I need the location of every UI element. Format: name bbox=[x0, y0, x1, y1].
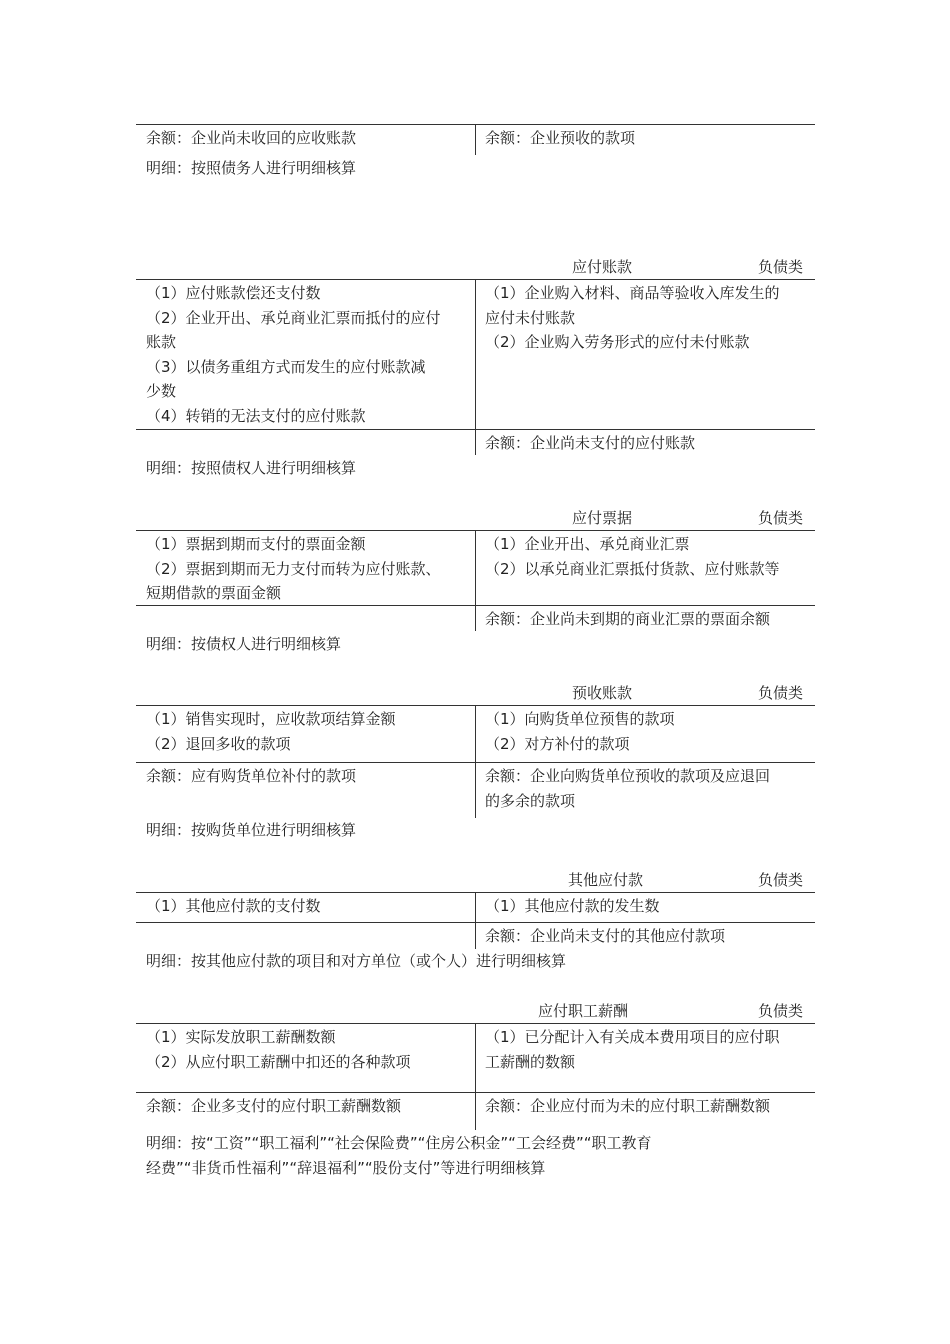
credit-entries bbox=[485, 532, 810, 581]
right-balance: 余额：企业尚未支付的应付账款 bbox=[485, 434, 696, 452]
debit-entries bbox=[146, 1025, 471, 1074]
debit-entry: （2）从应付职工薪酬中扣还的各种款项 bbox=[146, 1052, 411, 1071]
detail-note-line: 明细：按“工资”“职工福利”“社会保险费”“住房公积金”“工会经费”“职工教育 bbox=[146, 1134, 652, 1152]
balance-line bbox=[136, 762, 815, 763]
left-balance: 余额：应有购货单位补付的款项 bbox=[146, 767, 357, 785]
balance-line bbox=[136, 605, 815, 606]
credit-entries bbox=[485, 894, 810, 919]
account-title: 应付职工薪酬 bbox=[538, 1002, 629, 1020]
balance-line bbox=[136, 922, 815, 923]
debit-entry: （1）其他应付款的支付数 bbox=[146, 897, 321, 915]
right-balance: 余额：企业预收的款项 bbox=[485, 129, 636, 147]
credit-entry: （1）企业开出、承兑商业汇票 bbox=[485, 535, 690, 553]
debit-entry: （3）以债务重组方式而发生的应付账款减 bbox=[146, 357, 426, 376]
account-category: 负债类 bbox=[758, 871, 804, 889]
account-title: 应付账款 bbox=[572, 258, 633, 276]
credit-entry: （1）已分配计入有关成本费用项目的应付职 bbox=[485, 1028, 780, 1046]
account-category: 负债类 bbox=[758, 684, 804, 702]
debit-entry: 短期借款的票面金额 bbox=[146, 584, 282, 602]
credit-entry: （1）企业购入材料、商品等验收入库发生的 bbox=[485, 284, 780, 302]
right-balance-line: 余额：企业向购货单位预收的款项及应退回 bbox=[485, 767, 771, 785]
right-balance: 余额：企业应付而为未的应付职工薪酬数额 bbox=[485, 1097, 771, 1115]
debit-entry: 少数 bbox=[146, 382, 177, 400]
credit-entries bbox=[485, 707, 810, 756]
debit-entry: （1）应付账款偿还支付数 bbox=[146, 284, 321, 302]
account-category: 负债类 bbox=[758, 509, 804, 527]
right-balance-line: 的多余的款项 bbox=[485, 791, 576, 810]
debit-entries bbox=[146, 281, 471, 428]
balance-line bbox=[136, 429, 815, 430]
debit-entry: 账款 bbox=[146, 333, 177, 351]
account-category: 负债类 bbox=[758, 258, 804, 276]
detail-note: 明细：按照债务人进行明细核算 bbox=[146, 159, 357, 177]
t-account-divider bbox=[475, 893, 476, 949]
debit-entry: （4）转销的无法支付的应付账款 bbox=[146, 406, 366, 425]
balance-line bbox=[136, 1092, 815, 1093]
credit-entry: 工薪酬的数额 bbox=[485, 1052, 576, 1071]
debit-entries bbox=[146, 532, 471, 606]
right-balance: 余额：企业尚未到期的商业汇票的票面余额 bbox=[485, 610, 771, 628]
t-account-divider bbox=[475, 125, 476, 155]
account-title: 应付票据 bbox=[572, 509, 633, 527]
detail-note: 明细：按债权人进行明细核算 bbox=[146, 635, 342, 653]
debit-entry: （2）企业开出、承兑商业汇票而抵付的应付 bbox=[146, 308, 441, 327]
credit-entry: （2）以承兑商业汇票抵付货款、应付账款等 bbox=[485, 559, 780, 578]
credit-entries bbox=[485, 281, 810, 355]
account-category: 负债类 bbox=[758, 1002, 804, 1020]
t-account-divider bbox=[475, 1024, 476, 1130]
debit-entries bbox=[146, 707, 471, 756]
credit-entry: （1）其他应付款的发生数 bbox=[485, 897, 660, 915]
credit-entries bbox=[485, 1025, 810, 1074]
debit-entry: （1）票据到期而支付的票面金额 bbox=[146, 535, 366, 553]
debit-entry: （2）退回多收的款项 bbox=[146, 734, 291, 753]
left-balance: 余额：企业尚未收回的应收账款 bbox=[146, 129, 357, 147]
right-balance: 余额：企业尚未支付的其他应付款项 bbox=[485, 927, 726, 945]
credit-entry: 应付未付账款 bbox=[485, 308, 576, 327]
detail-note: 明细：按其他应付款的项目和对方单位（或个人）进行明细核算 bbox=[146, 952, 567, 970]
detail-note: 明细：按照债权人进行明细核算 bbox=[146, 459, 357, 477]
debit-entries bbox=[146, 894, 471, 919]
detail-note bbox=[146, 1131, 651, 1180]
t-account-divider bbox=[475, 531, 476, 631]
credit-entry: （1）向购货单位预售的款项 bbox=[485, 710, 675, 728]
credit-entry: （2）企业购入劳务形式的应付未付账款 bbox=[485, 333, 750, 351]
debit-entry: （1）实际发放职工薪酬数额 bbox=[146, 1028, 336, 1046]
account-title: 其他应付款 bbox=[568, 871, 644, 889]
detail-note-line: 经费”“非货币性福利”“辞退福利”“股份支付”等进行明细核算 bbox=[146, 1158, 546, 1177]
credit-entry: （2）对方补付的款项 bbox=[485, 734, 630, 753]
debit-entry: （1）销售实现时，应收款项结算金额 bbox=[146, 710, 396, 728]
left-balance: 余额：企业多支付的应付职工薪酬数额 bbox=[146, 1097, 402, 1115]
account-title: 预收账款 bbox=[572, 684, 633, 702]
detail-note: 明细：按购货单位进行明细核算 bbox=[146, 821, 357, 839]
right-balance bbox=[485, 764, 810, 813]
debit-entry: （2）票据到期而无力支付而转为应付账款、 bbox=[146, 559, 441, 578]
